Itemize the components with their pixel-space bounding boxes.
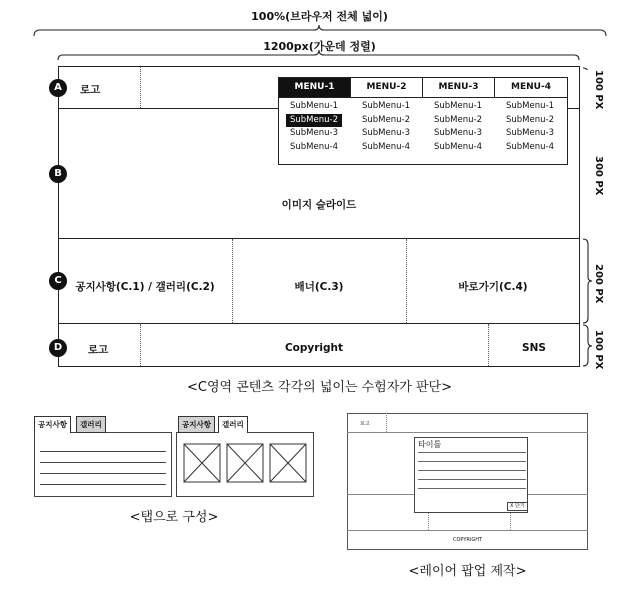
submenu-item[interactable]: SubMenu-2 <box>362 114 410 125</box>
caption-main: <C영역 콘텐츠 각각의 넓이는 수험자가 판단> <box>186 380 452 395</box>
list-line <box>40 484 166 485</box>
popup-footer-line <box>347 530 588 531</box>
submenu-item-active[interactable]: SubMenu-2 <box>286 114 342 128</box>
submenu-item[interactable]: SubMenu-4 <box>434 141 482 152</box>
badge-b: B <box>49 165 67 183</box>
submenu-column-4 <box>495 100 565 154</box>
submenu-item[interactable]: SubMenu-4 <box>290 141 338 152</box>
popup-c-divider <box>428 512 429 530</box>
badge-d: D <box>49 339 67 357</box>
divider-a-logo <box>140 67 141 108</box>
submenu-item[interactable]: SubMenu-3 <box>434 128 482 138</box>
badge-a: A <box>49 79 67 97</box>
submenu-item[interactable]: SubMenu-2 <box>506 114 554 125</box>
submenu-column-3 <box>423 100 493 154</box>
menu-header-1[interactable]: MENU-1 <box>279 78 351 98</box>
notice-gallery-label: 공지사항(C.1) / 갤러리(C.2) <box>75 281 215 293</box>
submenu-item[interactable]: SubMenu-1 <box>290 101 338 111</box>
image-slide-label: 이미지 슬라이드 <box>281 199 357 211</box>
submenu-column-1 <box>279 100 349 154</box>
menu-header-3[interactable]: MENU-3 <box>423 78 495 98</box>
badge-c: C <box>49 272 67 290</box>
submenu-item[interactable]: SubMenu-2 <box>434 114 482 125</box>
submenu-item[interactable]: SubMenu-1 <box>506 101 554 111</box>
caption-popup: <레이어 팝업 제작> <box>408 564 527 579</box>
popup-line <box>418 452 526 453</box>
footer-logo: 로고 <box>88 344 109 356</box>
layer-popup-title: 타이틀 <box>418 440 442 449</box>
list-line <box>40 451 166 452</box>
divider-c-d <box>58 323 580 324</box>
full-width-label: 100%(브라우저 전체 넓이) <box>251 10 388 23</box>
menu-header-4[interactable]: MENU-4 <box>495 78 567 98</box>
tab-notice[interactable]: 공지사항 <box>178 416 215 433</box>
height-label-b: 300 PX <box>593 156 604 196</box>
popup-line <box>418 479 526 480</box>
shortcut-label: 바로가기(C.4) <box>458 281 528 293</box>
tab-panel-left <box>34 432 172 497</box>
height-label-d: 100 PX <box>593 330 604 370</box>
submenu-item[interactable]: SubMenu-4 <box>362 141 410 152</box>
dimension-lines <box>0 0 639 70</box>
submenu-item[interactable]: SubMenu-4 <box>506 141 554 152</box>
caption-tabs: <탭으로 구성> <box>129 510 219 525</box>
popup-page-copyright: COPYRIGHT <box>452 537 483 543</box>
popup-logo-divider <box>386 413 387 432</box>
footer-sns: SNS <box>522 342 546 354</box>
divider-b-c <box>58 238 580 239</box>
height-label-a: 100 PX <box>593 70 604 110</box>
popup-line <box>418 488 526 489</box>
tab-gallery-active[interactable]: 갤러리 <box>218 416 248 433</box>
banner-label: 배너(C.3) <box>294 281 344 293</box>
tab-gallery[interactable]: 갤러리 <box>76 416 106 433</box>
tab-notice-active[interactable]: 공지사항 <box>34 416 71 433</box>
header-logo: 로고 <box>80 84 101 96</box>
popup-line <box>418 470 526 471</box>
popup-line <box>418 461 526 462</box>
popup-header-line <box>347 432 588 433</box>
gallery-placeholder-images <box>176 432 314 497</box>
submenu-item[interactable]: SubMenu-3 <box>290 128 338 138</box>
layer-popup-close-button[interactable]: X 닫기 <box>507 502 528 511</box>
center-width-label: 1200px(가운데 정렬) <box>263 40 376 53</box>
submenu-item[interactable]: SubMenu-1 <box>362 101 410 111</box>
submenu-column-2 <box>351 100 421 154</box>
submenu-item[interactable]: SubMenu-1 <box>434 101 482 111</box>
submenu-item[interactable]: SubMenu-3 <box>506 128 554 138</box>
footer-copyright: Copyright <box>284 342 344 354</box>
height-label-c: 200 PX <box>593 264 604 304</box>
popup-c-divider <box>510 512 511 530</box>
popup-page-logo: 로고 <box>360 421 370 427</box>
list-line <box>40 462 166 463</box>
submenu-item[interactable]: SubMenu-3 <box>362 128 410 138</box>
list-line <box>40 473 166 474</box>
menu-header-2[interactable]: MENU-2 <box>351 78 423 98</box>
